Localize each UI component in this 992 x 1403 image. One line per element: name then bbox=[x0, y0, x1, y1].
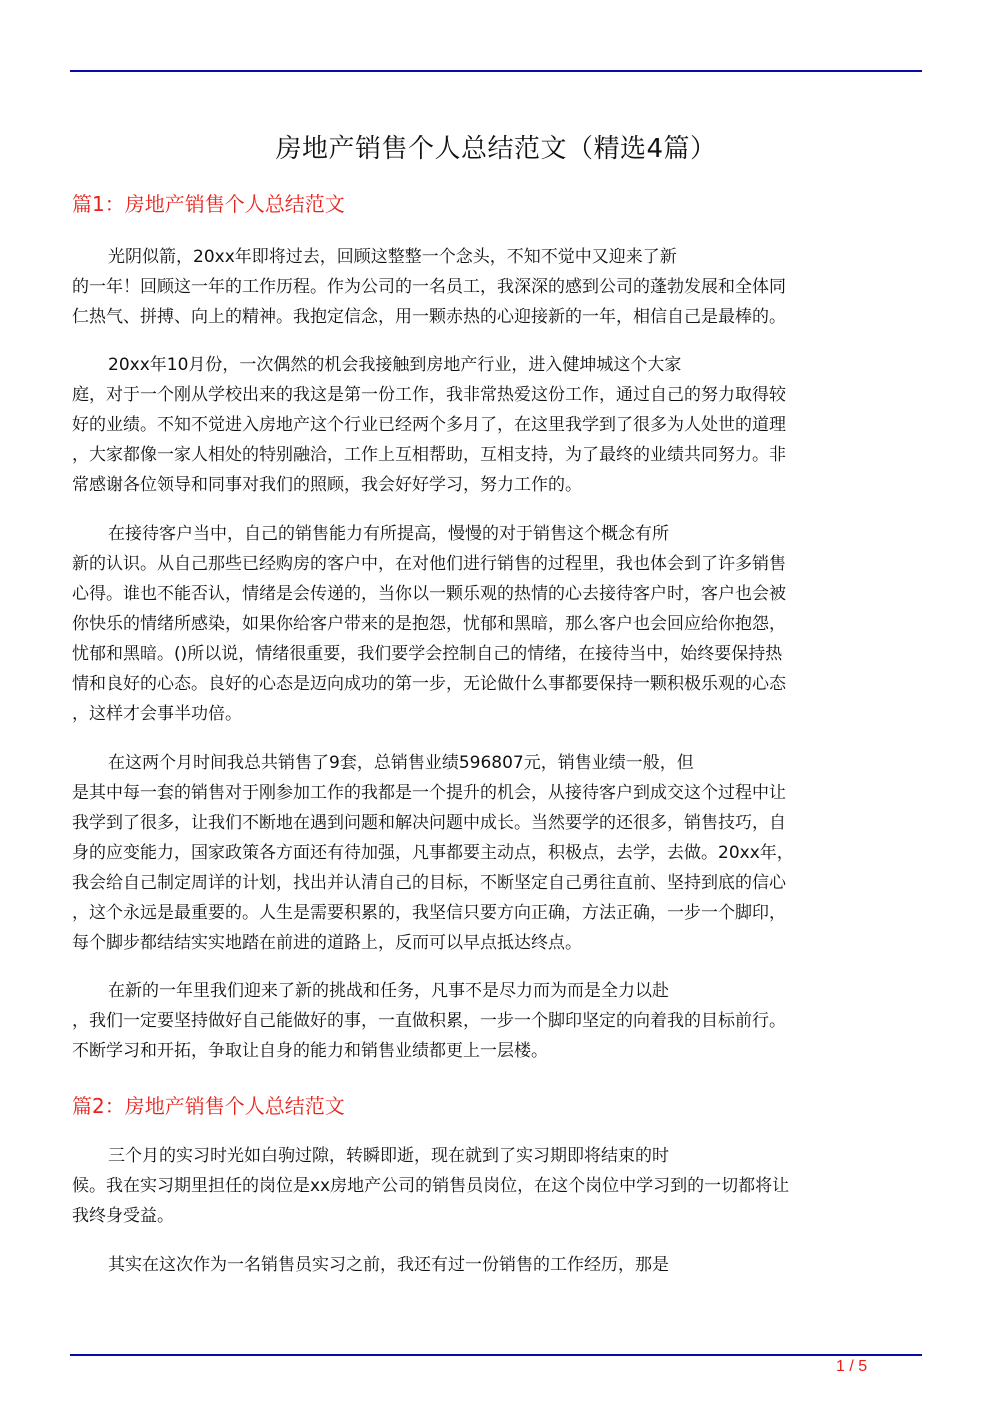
paragraph-line: ，这样才会事半功倍。 bbox=[72, 704, 242, 724]
paragraph-line: 庭，对于一个刚从学校出来的我这是第一份工作，我非常热爱这份工作，通过自己的努力取得较 bbox=[72, 385, 786, 405]
document-title: 房地产销售个人总结范文（精选4篇） bbox=[275, 134, 717, 164]
paragraph-line: 在接待客户当中，自己的销售能力有所提高，慢慢的对于销售这个概念有所 bbox=[108, 524, 669, 544]
section-heading-2: 篇2：房地产销售个人总结范文 bbox=[72, 1094, 345, 1118]
paragraph-line: 其实在这次作为一名销售员实习之前，我还有过一份销售的工作经历，那是 bbox=[108, 1255, 669, 1275]
paragraph bbox=[72, 242, 922, 332]
paragraph-line: 是其中每一套的销售对于刚参加工作的我都是一个提升的机会，从接待客户到成交这个过程中让 bbox=[72, 783, 786, 803]
paragraph-line: ，大家都像一家人相处的特别融洽，工作上互相帮助，互相支持，为了最终的业绩共同努力。非 bbox=[72, 445, 786, 465]
paragraph-line: 忧郁和黑暗。()所以说，情绪很重要，我们要学会控制自己的情绪，在接待当中，始终要保持热 bbox=[72, 644, 783, 664]
paragraph-line: ，我们一定要坚持做好自己能做好的事，一直做积累，一步一个脚印坚定的向着我的目标前行。 bbox=[72, 1011, 786, 1031]
paragraph-line: 你快乐的情绪所感染，如果你给客户带来的是抱怨，忧郁和黑暗，那么客户也会回应给你抱怨， bbox=[72, 614, 786, 634]
paragraph-line: 光阴似箭，20xx年即将过去，回顾这整整一个念头，不知不觉中又迎来了新 bbox=[108, 247, 677, 267]
paragraph bbox=[72, 1250, 922, 1280]
paragraph-line: 候。我在实习期里担任的岗位是xx房地产公司的销售员岗位，在这个岗位中学习到的一切都将让 bbox=[72, 1176, 790, 1196]
paragraph-line: 我会给自己制定周详的计划，找出并认清自己的目标，不断坚定自己勇往直前、坚持到底的信心 bbox=[72, 873, 786, 893]
paragraph-line: 每个脚步都结结实实地踏在前进的道路上，反而可以早点抵达终点。 bbox=[72, 933, 582, 953]
paragraph-line: 20xx年10月份，一次偶然的机会我接触到房地产行业，进入健坤城这个大家 bbox=[108, 355, 682, 375]
paragraph-line: 常感谢各位领导和同事对我们的照顾，我会好好学习，努力工作的。 bbox=[72, 475, 582, 495]
paragraph-line: 新的认识。从自己那些已经购房的客户中，在对他们进行销售的过程里，我也体会到了许多销售 bbox=[72, 554, 786, 574]
paragraph bbox=[72, 1141, 922, 1231]
paragraph-line: 在这两个月时间我总共销售了9套，总销售业绩596807元，销售业绩一般，但 bbox=[108, 753, 694, 773]
paragraph bbox=[72, 748, 922, 958]
section-heading-1: 篇1：房地产销售个人总结范文 bbox=[72, 192, 345, 216]
paragraph-line: 三个月的实习时光如白驹过隙，转瞬即逝，现在就到了实习期即将结束的时 bbox=[108, 1146, 669, 1166]
header-rule bbox=[70, 70, 922, 72]
paragraph-line: 情和良好的心态。良好的心态是迈向成功的第一步，无论做什么事都要保持一颗积极乐观的心态 bbox=[72, 674, 786, 694]
paragraph-line: 心得。谁也不能否认，情绪是会传递的，当你以一颗乐观的热情的心去接待客户时，客户也会被 bbox=[72, 584, 786, 604]
paragraph bbox=[72, 350, 922, 500]
paragraph-line: 身的应变能力，国家政策各方面还有待加强，凡事都要主动点，积极点，去学，去做。20xx年， bbox=[72, 843, 794, 863]
paragraph-line: 的一年！回顾这一年的工作历程。作为公司的一名员工，我深深的感到公司的蓬勃发展和全体同 bbox=[72, 277, 786, 297]
paragraph-line: 我学到了很多，让我们不断地在遇到问题和解决问题中成长。当然要学的还很多，销售技巧，自 bbox=[72, 813, 786, 833]
paragraph bbox=[72, 976, 922, 1066]
paragraph bbox=[72, 519, 922, 729]
paragraph-line: ，这个永远是最重要的。人生是需要积累的，我坚信只要方向正确，方法正确，一步一个脚印， bbox=[72, 903, 786, 923]
paragraph-line: 好的业绩。不知不觉进入房地产这个行业已经两个多月了，在这里我学到了很多为人处世的道理 bbox=[72, 415, 786, 435]
footer-rule bbox=[70, 1354, 922, 1356]
paragraph-line: 我终身受益。 bbox=[72, 1206, 174, 1226]
paragraph-line: 不断学习和开拓，争取让自身的能力和销售业绩都更上一层楼。 bbox=[72, 1041, 548, 1061]
paragraph-line: 在新的一年里我们迎来了新的挑战和任务，凡事不是尽力而为而是全力以赴 bbox=[108, 981, 669, 1001]
page-indicator: 1 / 5 bbox=[836, 1358, 868, 1375]
paragraph-line: 仁热气、拼搏、向上的精神。我抱定信念，用一颗赤热的心迎接新的一年，相信自己是最棒的。 bbox=[72, 307, 786, 327]
